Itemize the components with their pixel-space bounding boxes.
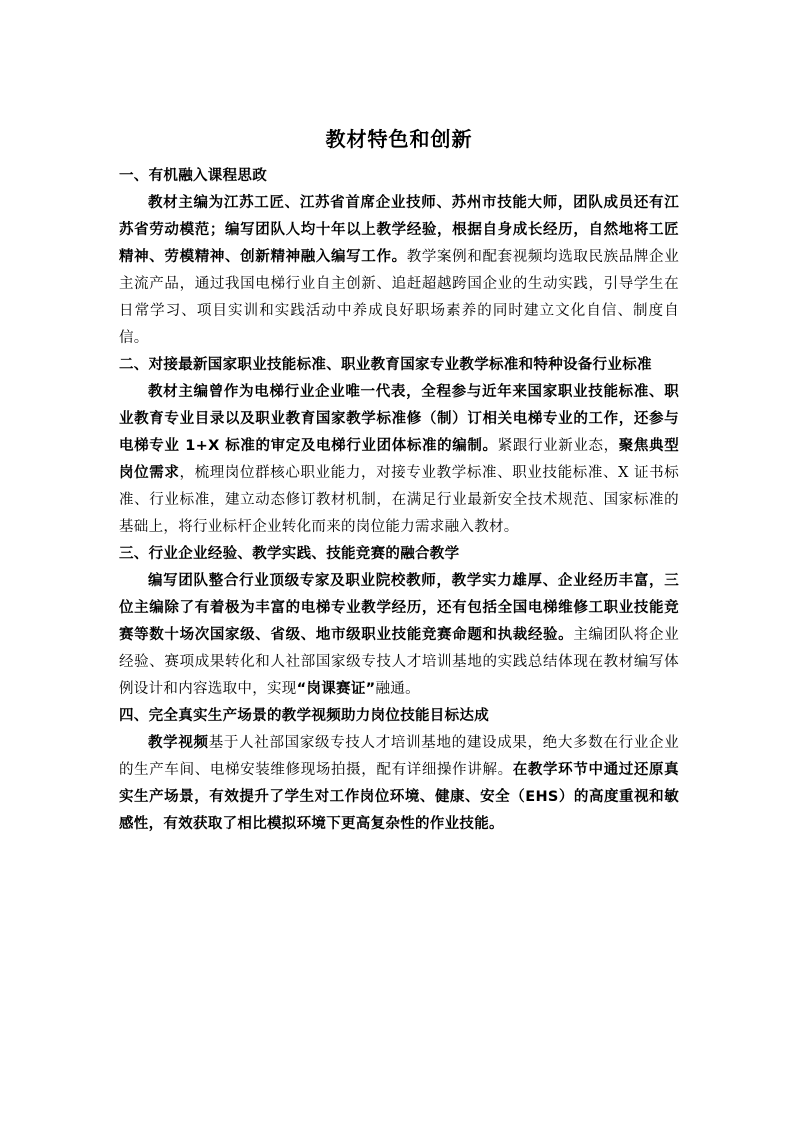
section-heading: 二、对接最新国家职业技能标准、职业教育国家专业教学标准和特种设备行业标准	[119, 357, 652, 373]
bold-run: 教材主编为江苏工匠、江苏省首席企业技师、苏州市技能大师，团队成员还有江苏省劳动模范；编写团队人均十年以上教学经验，根据自身成长经历，自然地将工匠精神、劳模精神、创新精神融入编写工作。	[119, 195, 679, 265]
section-2	[119, 352, 679, 541]
bold-run: 聚焦典型岗位需求	[119, 438, 679, 481]
section-heading: 一、有机融入课程思政	[119, 168, 267, 184]
text-run: 融通。	[375, 681, 420, 697]
bold-run: 在教学环节中通过还原真实生产场景，有效提升了学生对工作岗位环境、健康、安全（EHS）的高度重视和敏感性，有效获取了相比模拟环境下更高复杂性的作业技能。	[119, 762, 679, 832]
text-run: 教学案例和配套视频均选取民族品牌企业主流产品，通过我国电梯行业自主创新、追赶超越跨国企业的生动实践，引导学生在日常学习、项目实训和实践活动中养成良好职场素养的同时建立文化自信、制度自信。	[119, 249, 679, 346]
text-run: 紧跟行业新业态，	[497, 438, 619, 454]
document-page	[119, 124, 679, 838]
section-3	[119, 541, 679, 703]
section-paragraph	[119, 379, 679, 541]
bold-run: 教学视频	[148, 735, 209, 751]
bold-run: 教材主编曾作为电梯行业企业唯一代表，全程参与近年来国家职业技能标准、职业教育专业目录以及职业教育国家教学标准修（制）订相关电梯专业的工作，还参与电梯专业 1+X 标准的审定及电梯行业团体标准的编制。	[119, 384, 679, 454]
text-run: 基于人社部国家级专技人才培训基地的建设成果，绝大多数在行业企业的生产车间、电梯安装维修现场拍摄，配有详细操作讲解。	[119, 735, 680, 778]
section-4	[119, 703, 679, 838]
section-paragraph	[119, 568, 679, 703]
bold-run: 编写团队整合行业顶级专家及职业院校教师，教学实力雄厚、企业经历丰富，三位主编除了有着极为丰富的电梯专业教学经历，还有包括全国电梯维修工职业技能竞赛等数十场次国家级、省级、地市级职业技能竞赛命题和执裁经验。	[119, 573, 679, 643]
section-heading: 三、行业企业经验、教学实践、技能竞赛的融合教学	[119, 546, 460, 562]
document-title: 教材特色和创新	[325, 127, 473, 151]
section-1	[119, 163, 679, 352]
bold-run: “岗课赛证”	[296, 681, 376, 697]
text-run: 主编团队将企业经验、赛项成果转化和人社部国家级专技人才培训基地的实践总结体现在教材编写体例设计和内容选取中，实现	[119, 627, 679, 697]
section-paragraph	[119, 730, 679, 838]
text-run: ，梳理岗位群核心职业能力，对接专业教学标准、职业技能标准、X 证书标准、行业标准，建立动态修订教材机制，在满足行业最新安全技术规范、国家标准的基础上，将行业标杆企业转化而来的岗位能力需求融入教材。	[119, 465, 679, 535]
section-heading: 四、完全真实生产场景的教学视频助力岗位技能目标达成	[119, 708, 489, 724]
section-paragraph	[119, 190, 679, 352]
